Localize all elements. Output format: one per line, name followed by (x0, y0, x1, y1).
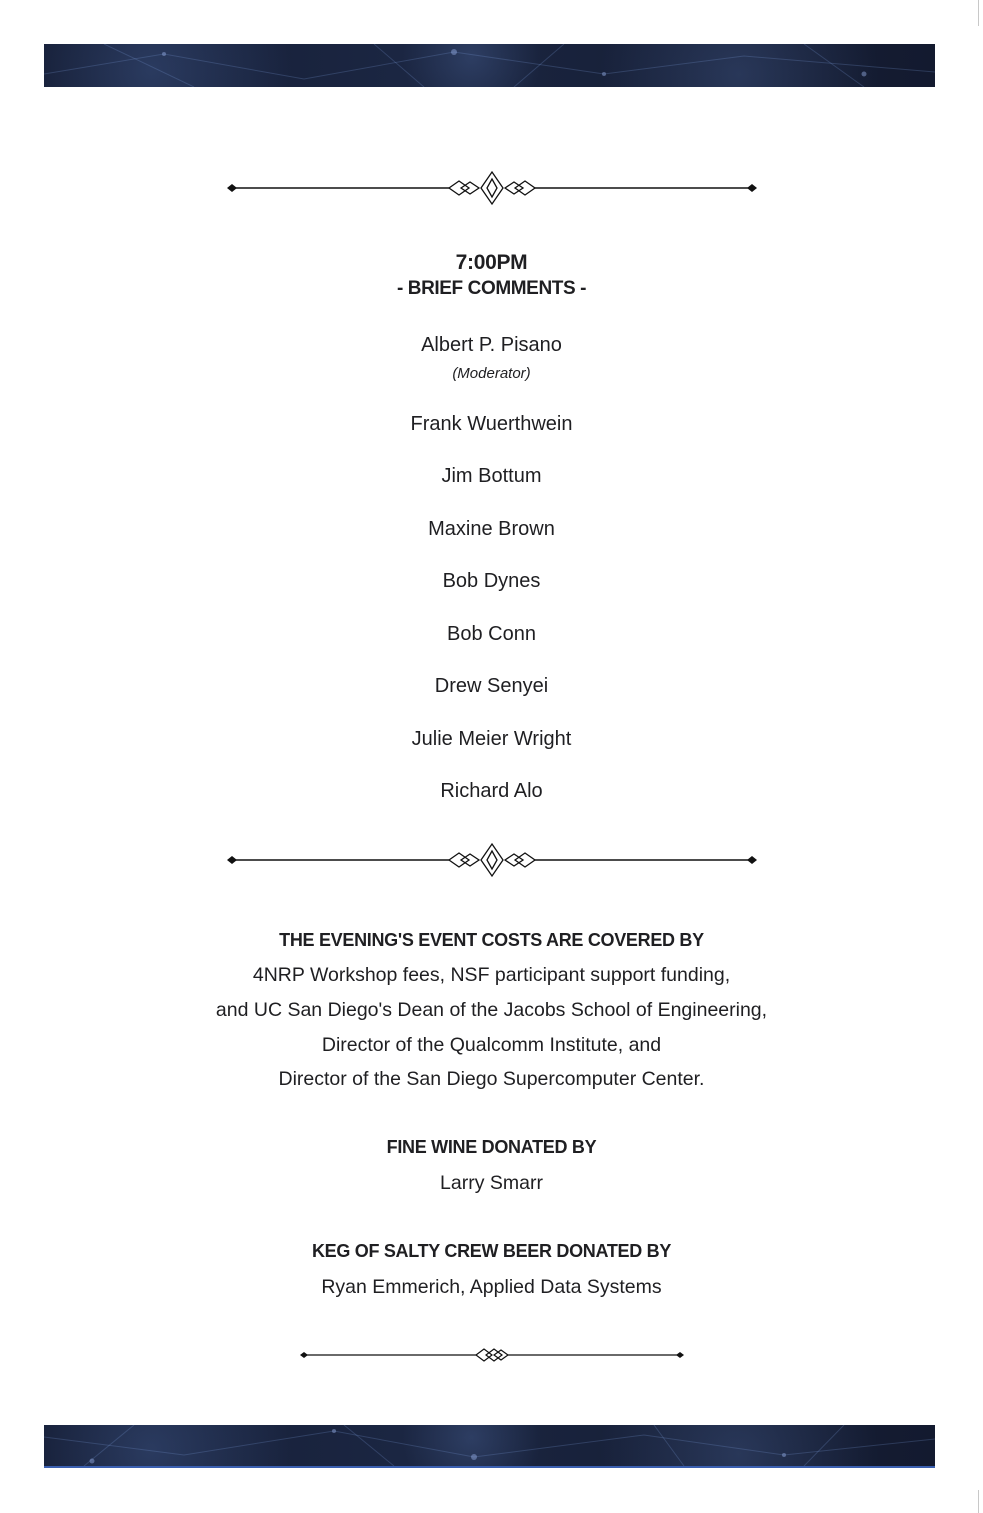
agenda-section-title: - BRIEF COMMENTS - (396, 278, 587, 299)
beer-donor: Ryan Emmerich, Applied Data Systems (321, 1276, 662, 1298)
ornament-divider (0, 170, 983, 206)
header-banner (44, 44, 935, 87)
speaker-name: Frank Wuerthwein (410, 413, 573, 435)
speaker-name: Bob Dynes (442, 570, 541, 592)
wine-heading: FINE WINE DONATED BY (386, 1137, 597, 1157)
ornament-icon (227, 842, 757, 878)
speaker-name: Julie Meier Wright (411, 728, 572, 750)
footer-banner (44, 1425, 935, 1468)
page-edge-mark (978, 1490, 979, 1513)
ornament-icon (300, 1344, 684, 1366)
speaker-name: Richard Alo (440, 780, 543, 802)
network-pattern (44, 44, 935, 87)
beer-heading: KEG OF SALTY CREW BEER DONATED BY (311, 1241, 672, 1261)
moderator-name: Albert P. Pisano (421, 334, 562, 356)
agenda-time: 7:00PM (455, 251, 528, 274)
credits-line: 4NRP Workshop fees, NSF participant support funding, (252, 964, 731, 986)
ornament-icon (227, 170, 757, 206)
page-edge-mark (978, 0, 979, 26)
speaker-name: Bob Conn (447, 623, 536, 645)
speaker-name: Maxine Brown (428, 518, 555, 540)
speaker-name: Jim Bottum (441, 465, 542, 487)
credits-line: Director of the San Diego Supercomputer Center. (278, 1068, 705, 1090)
speaker-name: Drew Senyei (434, 675, 549, 697)
credits-line: Director of the Qualcomm Institute, and (321, 1034, 662, 1056)
credits-heading: THE EVENING'S EVENT COSTS ARE COVERED BY (279, 930, 704, 950)
credits-line: and UC San Diego's Dean of the Jacobs School of Engineering, (215, 999, 768, 1021)
ornament-divider-small (0, 1344, 983, 1366)
moderator-role: (Moderator) (452, 365, 531, 382)
wine-donor: Larry Smarr (440, 1172, 543, 1194)
network-pattern (44, 1425, 935, 1466)
ornament-divider (0, 842, 983, 878)
